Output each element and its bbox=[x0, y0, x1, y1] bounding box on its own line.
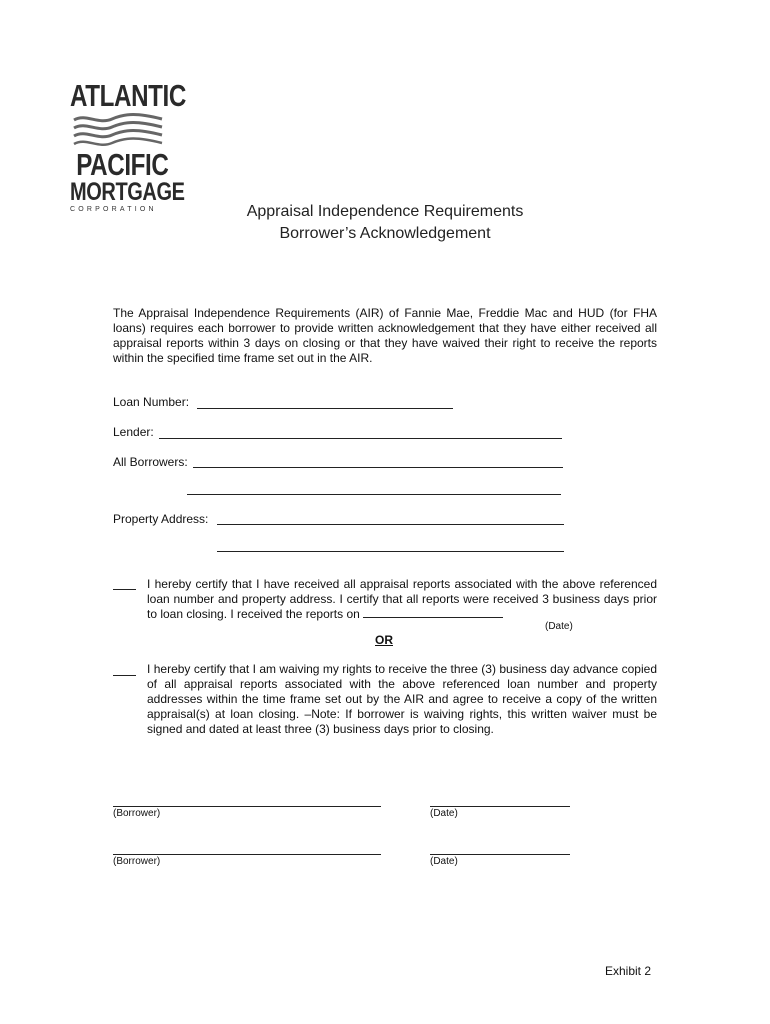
property-address-line[interactable] bbox=[217, 524, 564, 525]
logo-atlantic: ATLANTIC bbox=[70, 78, 186, 113]
date-caption-1: (Date) bbox=[430, 808, 458, 819]
logo-waves-icon bbox=[72, 113, 164, 147]
all-borrowers-label: All Borrowers: bbox=[113, 455, 188, 469]
option1-text bbox=[147, 577, 657, 622]
option1-checkline[interactable] bbox=[113, 589, 136, 590]
lender-label: Lender: bbox=[113, 425, 154, 439]
intro-paragraph: The Appraisal Independence Requirements (AIR) of Fannie Mae, Freddie Mac and HUD (for FHA loans) requires each borrower to provide written acknowledgement that they have either received all appraisal reports within 3 days on closing or that they have waived their right to receive the reports within the specified time frame set out in the AIR. bbox=[113, 306, 657, 365]
date-caption-2: (Date) bbox=[430, 856, 458, 867]
lender-line[interactable] bbox=[159, 438, 562, 439]
company-logo bbox=[70, 78, 186, 213]
borrower-signature-line-2[interactable] bbox=[113, 854, 381, 855]
option2-text: I hereby certify that I am waiving my rights to receive the three (3) business day advance copied of all appraisal reports associated with the above referenced loan number and property addresses within the time frame set out by the AIR and agree to receive a copy of the written appraisal(s) at loan closing. –Note: If borrower is waiving rights, this written waiver must be signed and dated at least three (3) business days prior to closing. bbox=[147, 662, 657, 736]
or-separator: OR bbox=[375, 633, 393, 647]
all-borrowers-line[interactable] bbox=[193, 467, 563, 468]
all-borrowers-line-2[interactable] bbox=[187, 494, 561, 495]
option1-date-caption: (Date) bbox=[545, 621, 573, 632]
logo-mortgage: MORTGAGE bbox=[70, 178, 185, 206]
exhibit-label: Exhibit 2 bbox=[605, 964, 652, 978]
option1-statement: I hereby certify that I have received all appraisal reports associated with the above referenced loan number and property address. I certify that all reports were received 3 business days prior to loan closing. I received the reports on bbox=[147, 577, 657, 621]
property-address-line-2[interactable] bbox=[217, 551, 564, 552]
borrower-signature-line-1[interactable] bbox=[113, 806, 381, 807]
borrower-caption-1: (Borrower) bbox=[113, 808, 161, 819]
logo-corporation: CORPORATION bbox=[70, 206, 157, 213]
option2-checkline[interactable] bbox=[113, 675, 136, 676]
option1-date-line[interactable] bbox=[363, 607, 503, 618]
logo-pacific: PACIFIC bbox=[76, 147, 169, 182]
signature-date-line-1[interactable] bbox=[430, 806, 570, 807]
signature-date-line-2[interactable] bbox=[430, 854, 570, 855]
document-title-line1: Appraisal Independence Requirements bbox=[246, 203, 524, 220]
loan-number-label: Loan Number: bbox=[113, 395, 190, 409]
property-address-label: Property Address: bbox=[113, 512, 209, 526]
borrower-caption-2: (Borrower) bbox=[113, 856, 161, 867]
loan-number-line[interactable] bbox=[197, 408, 453, 409]
document-title-line2: Borrower’s Acknowledgement bbox=[279, 225, 491, 242]
